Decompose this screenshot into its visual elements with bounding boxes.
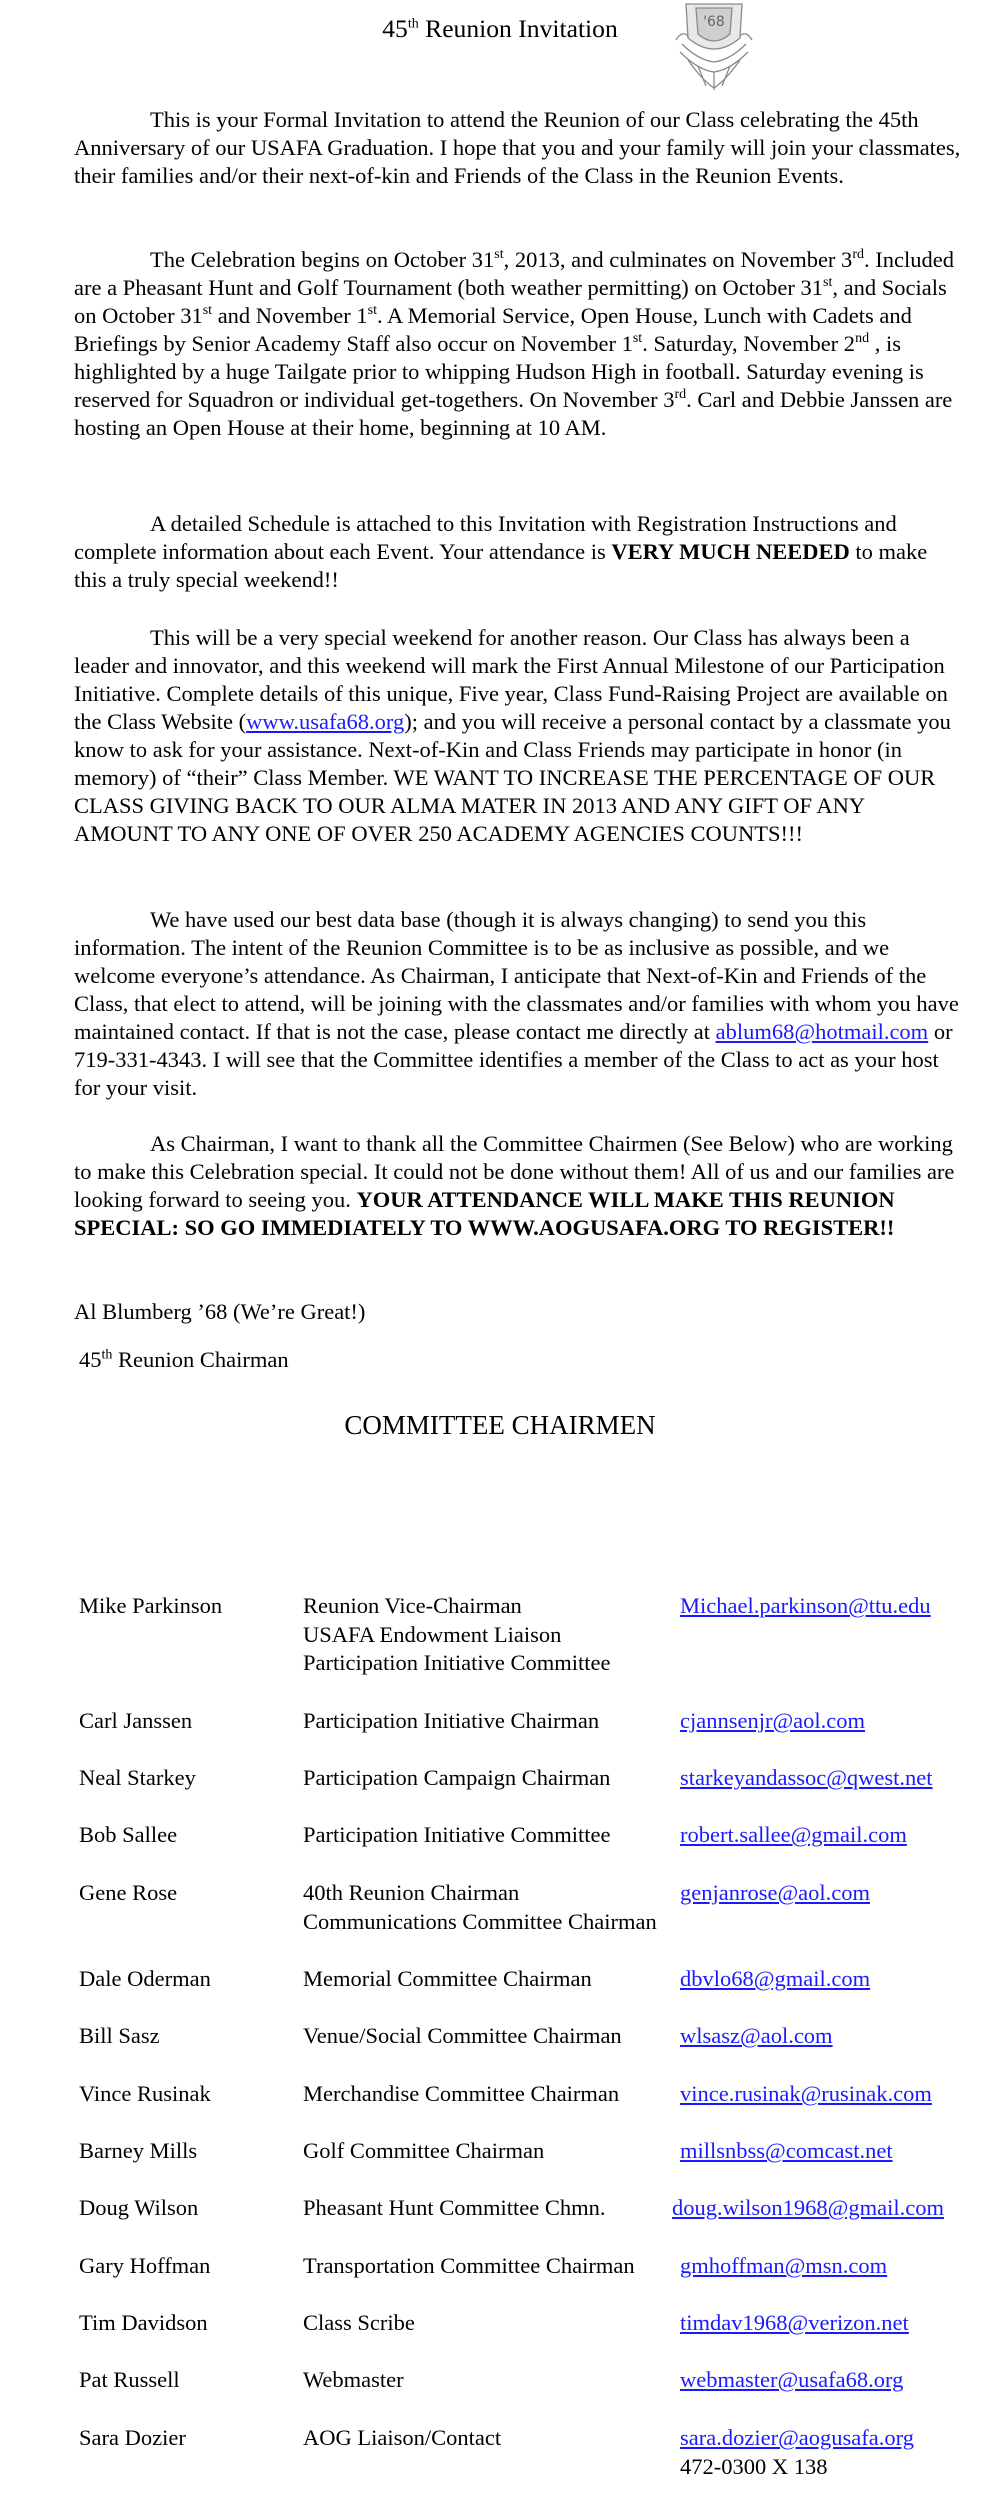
role-line: Transportation Committee Chairman — [303, 2253, 635, 2278]
member-email — [680, 1965, 870, 1994]
role-line: Participation Initiative Committee — [303, 1650, 611, 1675]
member-role — [303, 2137, 723, 2166]
role-line: Class Scribe — [303, 2310, 415, 2335]
role-line: Participation Initiative Chairman — [303, 1708, 600, 1733]
signature-title: 45th Reunion Chairman — [79, 1347, 289, 1372]
phone-extension: 472-0300 X 138 — [680, 2453, 828, 2479]
member-email — [680, 2022, 833, 2051]
member-name: Bob Sallee — [79, 1822, 178, 1847]
role-line: USAFA Endowment Liaison — [303, 1621, 562, 1647]
member-role — [303, 2309, 723, 2338]
role-line: Merchandise Committee Chairman — [303, 2081, 620, 2106]
member-role — [303, 1707, 723, 1736]
member-name: Gene Rose — [79, 1880, 178, 1905]
member-name: Dale Oderman — [79, 1966, 211, 1991]
role-line: Venue/Social Committee Chairman — [303, 2023, 622, 2048]
member-email — [680, 2424, 914, 2481]
role-line: Participation Initiative Committee — [303, 1822, 611, 1847]
email-link[interactable]: Michael.parkinson@ttu.edu — [680, 1593, 931, 1618]
role-line: Communications Committee Chairman — [303, 1908, 657, 1934]
committee-heading: COMMITTEE CHAIRMEN — [344, 1410, 656, 1440]
giving-statement: WE WANT TO INCREASE THE PERCENTAGE OF OUR CLASS GIVING BACK TO OUR ALMA MATER IN 2013 AND ANY GIFT OF ANY AMOUNT TO ANY ONE OF OVER 250 ACADEMY AGENCIES COUNTS!!! — [74, 765, 936, 846]
member-name: Tim Davidson — [79, 2310, 208, 2335]
member-name: Pat Russell — [79, 2367, 180, 2392]
paragraph-schedule: The Celebration begins on October 31st, 2013, and culminates on November 3rd. Included are a Pheasant Hunt and Golf Tournament (both weather permitting) on October 31st, and Socials on October 31st and November 1st. A Memorial Service, Open House, Lunch with Cadets and Briefings by Senior Academy Staff also occur on November 1st. Saturday, November 2nd , is highlighted by a huge Tailgate prior to whipping Hudson High in football. Saturday evening is reserved for Squadron or individual get-togethers. On November 3rd. Carl and Debbie Janssen are hosting an Open House at their home, beginning at 10 AM. — [74, 246, 954, 440]
email-link[interactable]: webmaster@usafa68.org — [680, 2367, 904, 2392]
member-name: Barney Mills — [79, 2138, 198, 2163]
member-role — [303, 2252, 723, 2281]
chairman-email-link[interactable]: ablum68@hotmail.com — [715, 1019, 929, 1044]
email-link[interactable]: vince.rusinak@rusinak.com — [680, 2081, 932, 2106]
member-role — [303, 2366, 723, 2395]
member-name: Vince Rusinak — [79, 2081, 211, 2106]
member-name: Bill Sasz — [79, 2023, 160, 2048]
member-role — [303, 1764, 723, 1793]
svg-text:'68: '68 — [703, 14, 725, 30]
registration-call-to-action: YOUR ATTENDANCE WILL MAKE THIS REUNION SPECIAL: SO GO IMMEDIATELY TO WWW.AOGUSAFA.ORG TO REGISTER!! — [74, 1187, 895, 1240]
member-role — [303, 2080, 723, 2109]
paragraph-contact: We have used our best data base (though it is always changing) to send you this information. The intent of the Reunion Committee is to be as inclusive as possible, and we welcome everyone’s attendance. As Chairman, I anticipate that Next-of-Kin and Friends of the Class, that elect to attend, will be joining with the classmates and/or families with whom you have maintained contact. If that is not the case, please contact me directly at ablum68@hotmail.com or 719-331-4343. I will see that the Committee identifies a member of the Class to act as your host for your visit. — [74, 907, 959, 1100]
role-line: Reunion Vice-Chairman — [303, 1593, 522, 1618]
member-email — [680, 1707, 865, 1736]
email-link[interactable]: millsnbss@comcast.net — [680, 2138, 893, 2163]
member-email — [680, 1764, 933, 1793]
member-name: Neal Starkey — [79, 1765, 196, 1790]
member-role — [303, 1592, 723, 1678]
role-line: AOG Liaison/Contact — [303, 2425, 502, 2450]
email-link[interactable]: wlsasz@aol.com — [680, 2023, 833, 2048]
member-email — [680, 2366, 903, 2395]
class-website-link[interactable]: www.usafa68.org — [246, 709, 405, 734]
member-role — [303, 2022, 723, 2051]
member-email — [680, 2080, 932, 2109]
role-line: Pheasant Hunt Committee Chmn. — [303, 2195, 606, 2220]
member-name: Carl Janssen — [79, 1708, 193, 1733]
role-line: Memorial Committee Chairman — [303, 1966, 592, 1991]
email-link[interactable]: sara.dozier@aogusafa.org — [680, 2425, 914, 2450]
member-name: Mike Parkinson — [79, 1593, 223, 1618]
role-line: Participation Campaign Chairman — [303, 1765, 611, 1790]
member-email — [680, 2252, 887, 2281]
paragraph-intro: This is your Formal Invitation to attend the Reunion of our Class celebrating the 45th Anniversary of our USAFA Graduation. I hope that you and your family will join your classmates, their families and/or their next-of-kin and Friends of the Class in the Reunion Events. — [74, 107, 961, 188]
email-link[interactable]: genjanrose@aol.com — [680, 1880, 871, 1905]
email-link[interactable]: gmhoffman@msn.com — [680, 2253, 888, 2278]
email-link[interactable]: doug.wilson1968@gmail.com — [672, 2195, 944, 2220]
paragraph-participation: This will be a very special weekend for another reason. Our Class has always been a leader and innovator, and this weekend will mark the First Annual Milestone of our Participation Initiative. Complete details of this unique, Five year, Class Fund-Raising Project are available on the Class Website (www.usafa68.org); and you will receive a personal contact by a classmate you know to ask for your assistance. Next-of-Kin and Class Friends may participate in honor (in memory) of “their” Class Member. WE WANT TO INCREASE THE PERCENTAGE OF OUR CLASS GIVING BACK TO OUR ALMA MATER IN 2013 AND ANY GIFT OF ANY AMOUNT TO ANY ONE OF OVER 250 ACADEMY AGENCIES COUNTS!!! — [74, 625, 951, 846]
member-role — [303, 2194, 723, 2223]
member-role — [303, 1879, 723, 1936]
role-line: 40th Reunion Chairman — [303, 1880, 520, 1905]
member-name: Gary Hoffman — [79, 2253, 211, 2278]
email-link[interactable]: robert.sallee@gmail.com — [680, 1822, 907, 1847]
member-email — [680, 2309, 909, 2338]
email-link[interactable]: dbvlo68@gmail.com — [680, 1966, 871, 1991]
member-email — [680, 2137, 893, 2166]
email-link[interactable]: starkeyandassoc@qwest.net — [680, 1765, 933, 1790]
member-email — [680, 1879, 870, 1908]
email-link[interactable]: cjannsenjr@aol.com — [680, 1708, 866, 1733]
member-role — [303, 1821, 723, 1850]
signature-name: Al Blumberg ’68 (We’re Great!) — [74, 1299, 366, 1324]
invitation-title: 45th Reunion Invitation — [382, 14, 618, 43]
email-link[interactable]: timdav1968@verizon.net — [680, 2310, 909, 2335]
member-name: Doug Wilson — [79, 2195, 199, 2220]
paragraph-thanks: As Chairman, I want to thank all the Committee Chairmen (See Below) who are working to make this Celebration special. It could not be done without them! All of us and our families are looking forward to seeing you. YOUR ATTENDANCE WILL MAKE THIS REUNION SPECIAL: SO GO IMMEDIATELY TO WWW.AOGUSAFA.ORG TO REGISTER!! — [74, 1131, 955, 1240]
member-name: Sara Dozier — [79, 2425, 186, 2450]
member-role — [303, 2424, 723, 2453]
member-role — [303, 1965, 723, 1994]
member-email — [672, 2194, 944, 2223]
member-email — [680, 1821, 907, 1850]
role-line: Webmaster — [303, 2367, 404, 2392]
member-email — [680, 1592, 931, 1621]
role-line: Golf Committee Chairman — [303, 2138, 545, 2163]
paragraph-registration: A detailed Schedule is attached to this Invitation with Registration Instructions and complete information about each Event. Your attendance is VERY MUCH NEEDED to make this a truly special weekend!! — [74, 511, 928, 592]
